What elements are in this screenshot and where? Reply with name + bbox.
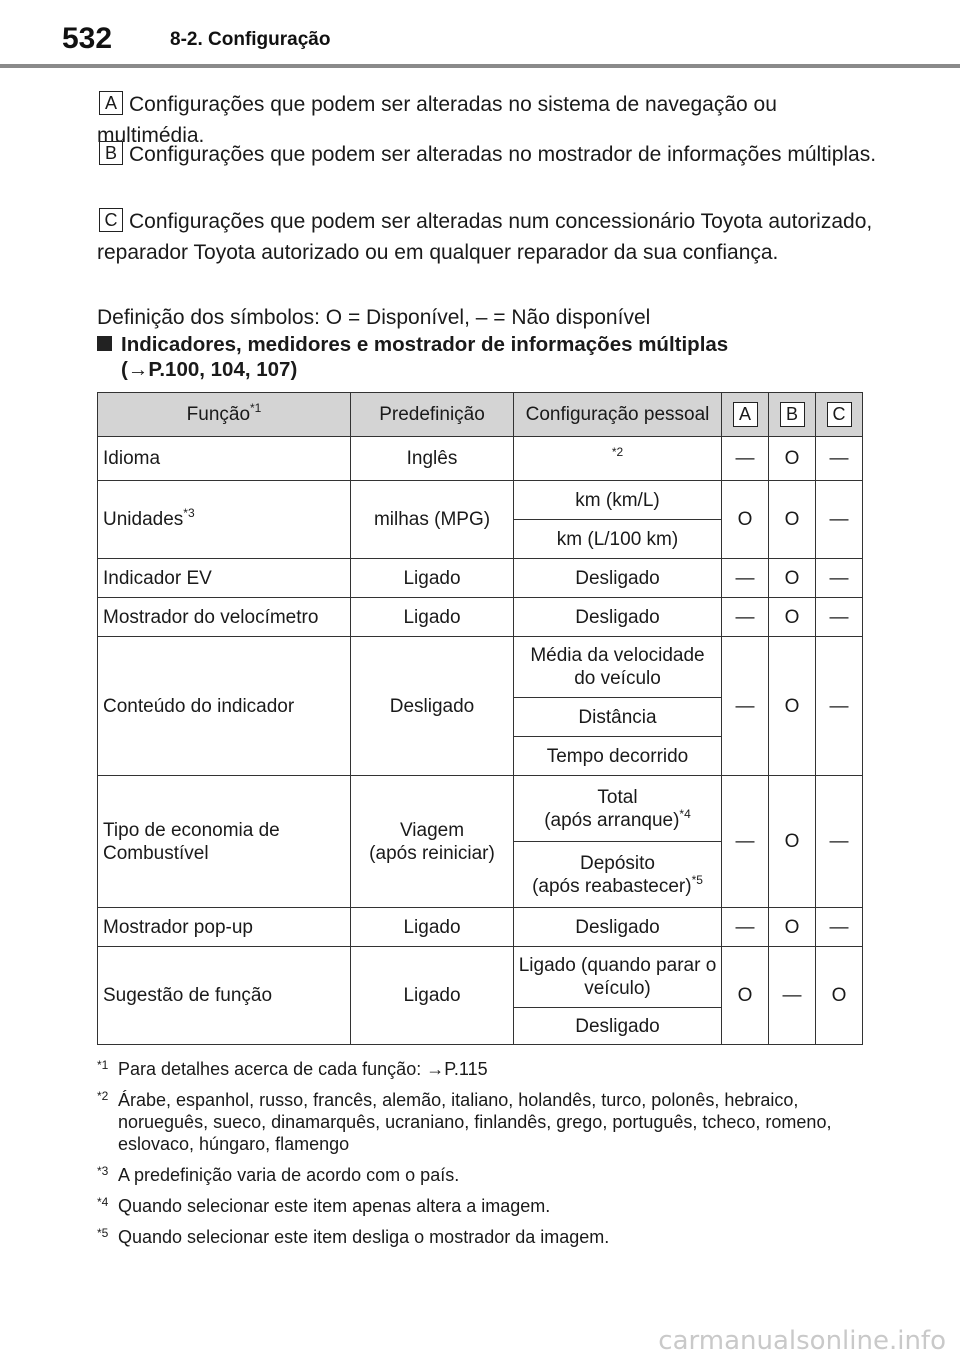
footnote-text: Quando selecionar este item apenas altera a imagem.	[118, 1196, 551, 1216]
intro-a-text: Configurações que podem ser alteradas no sistema de navegação ou multimédia.	[97, 93, 777, 147]
cell-c: —	[816, 908, 863, 947]
footnote-3	[97, 1164, 877, 1186]
settings-table	[97, 392, 863, 1045]
cell-b: O	[769, 908, 816, 947]
cell-default: Inglês	[351, 437, 514, 481]
cell-c: —	[816, 776, 863, 908]
cell-custom: Ligado (quando parar o veículo)	[514, 947, 722, 1008]
header-default: Predefinição	[351, 393, 514, 437]
page-number: 532	[62, 22, 113, 55]
cell-b: O	[769, 437, 816, 481]
table-row	[98, 437, 863, 481]
cell-default: Viagem (após reiniciar)	[351, 776, 514, 908]
table-row	[98, 947, 863, 1008]
table-row	[98, 559, 863, 598]
cell-b: O	[769, 637, 816, 776]
cell-function: Mostrador pop-up	[98, 908, 351, 947]
table-header-row	[98, 393, 863, 437]
cell-b: O	[769, 559, 816, 598]
table-row	[98, 637, 863, 698]
footnote-mark: *5	[97, 1226, 109, 1240]
footnote-1	[97, 1058, 877, 1080]
cell-c: O	[816, 947, 863, 1045]
cell-custom: Depósito (após reabastecer)$^{*5}$	[514, 842, 722, 908]
cell-c: —	[816, 559, 863, 598]
cell-a: —	[722, 437, 769, 481]
cell-b: O	[769, 776, 816, 908]
header-function: Função$^{*1}$	[98, 393, 351, 437]
cell-function: Sugestão de função	[98, 947, 351, 1045]
cell-c: —	[816, 481, 863, 559]
header-custom: Configuração pessoal	[514, 393, 722, 437]
footnote-text: Árabe, espanhol, russo, francês, alemão, italiano, holandês, turco, polonês, hebraico, norueguês, sueco, dinamarquês, ucraniano, finlandês, grego, português, tcheco, romeno, eslovaco, húngaro, flamengo	[118, 1090, 832, 1154]
header-b: B	[769, 393, 816, 437]
footnotes	[97, 1058, 877, 1257]
cell-function: Unidades$^{*3}$	[98, 481, 351, 559]
cell-default: Ligado	[351, 598, 514, 637]
page-header	[0, 0, 960, 68]
footnote-mark: *3	[97, 1164, 109, 1178]
footnote-2	[97, 1089, 877, 1155]
cell-custom: km (L/100 km)	[514, 520, 722, 559]
cell-default: Ligado	[351, 908, 514, 947]
cell-c: —	[816, 637, 863, 776]
header-a: A	[722, 393, 769, 437]
footnote-5	[97, 1226, 877, 1248]
section-heading	[97, 332, 877, 382]
intro-b-text: Configurações que podem ser alteradas no mostrador de informações múltiplas.	[129, 143, 877, 166]
section-title: 8-2. Configuração	[170, 29, 331, 50]
box-a-label: A	[99, 91, 123, 115]
cell-custom: Tempo decorrido	[514, 737, 722, 776]
heading-line-1: Indicadores, medidores e mostrador de informações múltiplas	[121, 333, 729, 356]
intro-b	[97, 139, 887, 170]
table-row	[98, 776, 863, 842]
cell-default: Ligado	[351, 559, 514, 598]
footnote-mark: *4	[97, 1195, 109, 1209]
header-c: C	[816, 393, 863, 437]
symbol-definition: Definição dos símbolos: O = Disponível, – = Não disponível	[97, 306, 651, 329]
footnote-4	[97, 1195, 877, 1217]
cell-custom: km (km/L)	[514, 481, 722, 520]
cell-a: O	[722, 947, 769, 1045]
cell-default: milhas (MPG)	[351, 481, 514, 559]
cell-custom: Desligado	[514, 1008, 722, 1045]
cell-a: —	[722, 776, 769, 908]
heading-line-2: (→P.100, 104, 107)	[121, 358, 298, 381]
cell-custom: Desligado	[514, 908, 722, 947]
cell-a: —	[722, 598, 769, 637]
cell-b: O	[769, 598, 816, 637]
intro-c-text: Configurações que podem ser alteradas num concessionário Toyota autorizado, reparador Toyota autorizado ou em qualquer reparador da sua confiança.	[97, 210, 873, 264]
cell-custom: Desligado	[514, 598, 722, 637]
cell-function: Tipo de economia de Combustível	[98, 776, 351, 908]
cell-function: Idioma	[98, 437, 351, 481]
cell-function: Indicador EV	[98, 559, 351, 598]
cell-function: Conteúdo do indicador	[98, 637, 351, 776]
cell-a: —	[722, 559, 769, 598]
cell-default: Desligado	[351, 637, 514, 776]
cell-a: —	[722, 637, 769, 776]
cell-function: Mostrador do velocímetro	[98, 598, 351, 637]
table-row	[98, 908, 863, 947]
footnote-text: Quando selecionar este item desliga o mostrador da imagem.	[118, 1227, 610, 1247]
cell-c: —	[816, 598, 863, 637]
box-c-label: C	[99, 208, 123, 232]
heading-bullet-icon	[97, 336, 112, 351]
table-row	[98, 598, 863, 637]
cell-b: O	[769, 481, 816, 559]
cell-a: —	[722, 908, 769, 947]
footnote-text: Para detalhes acerca de cada função: →P.115	[118, 1059, 488, 1079]
watermark: carmanualsonline.info	[658, 1326, 946, 1356]
cell-custom: Média da velocidade do veículo	[514, 637, 722, 698]
cell-c: —	[816, 437, 863, 481]
footnote-text: A predefinição varia de acordo com o país.	[118, 1165, 460, 1185]
intro-c	[97, 206, 887, 268]
footnote-mark: *1	[97, 1058, 109, 1072]
header-divider	[0, 64, 960, 68]
cell-custom: Distância	[514, 698, 722, 737]
cell-custom: *2	[514, 437, 722, 481]
table-row	[98, 481, 863, 520]
box-b-label: B	[99, 141, 123, 165]
cell-default: Ligado	[351, 947, 514, 1045]
footnote-mark: *2	[97, 1089, 109, 1103]
cell-custom: Total (após arranque)$^{*4}$	[514, 776, 722, 842]
cell-b: —	[769, 947, 816, 1045]
cell-a: O	[722, 481, 769, 559]
cell-custom: Desligado	[514, 559, 722, 598]
